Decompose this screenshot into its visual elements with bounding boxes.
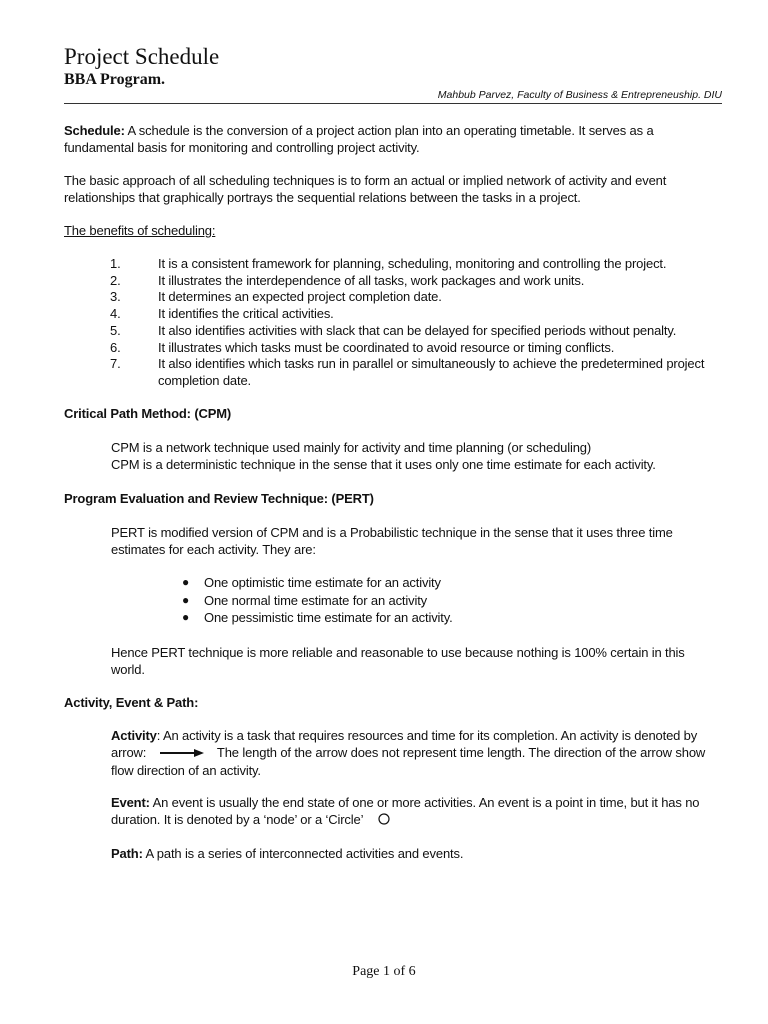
list-text: It is a consistent framework for planning, scheduling, monitoring and controlling the project. xyxy=(158,256,667,271)
schedule-line-2: fundamental basis for monitoring and controlling project activity. xyxy=(64,140,420,155)
pert-heading: Program Evaluation and Review Technique: (PERT) xyxy=(64,491,374,506)
circle-node-icon xyxy=(378,812,390,829)
list-text: It also identifies activities with slack that can be delayed for specified periods without penalty. xyxy=(158,322,677,338)
approach-line-1: The basic approach of all scheduling techniques is to form an actual or implied network of activity and event xyxy=(64,173,667,188)
list-number: 1. xyxy=(110,256,121,271)
pert-line-1: PERT is modified version of CPM and is a Probabilistic technique in the sense that it uses three time xyxy=(111,525,673,540)
list-number: 2. xyxy=(110,272,121,288)
benefits-list xyxy=(110,256,720,390)
list-item xyxy=(110,373,720,390)
list-text: completion date. xyxy=(158,372,251,388)
event-label: Event: xyxy=(111,795,150,810)
bullet-icon: ● xyxy=(182,610,190,624)
list-text: One normal time estimate for an activity xyxy=(204,592,428,608)
list-item xyxy=(182,609,453,627)
event-line-2: duration. It is denoted by a ‘node’ or a ‘Circle’ xyxy=(111,812,363,827)
schedule-line-1: A schedule is the conversion of a project action plan into an operating timetable. It serves as a xyxy=(127,123,654,138)
schedule-paragraph xyxy=(64,122,724,156)
path-text: A path is a series of interconnected activities and events. xyxy=(145,846,464,861)
list-item xyxy=(110,356,720,373)
list-text: It illustrates which tasks must be coordinated to avoid resource or timing conflicts. xyxy=(158,339,615,355)
bullet-icon: ● xyxy=(182,575,190,589)
pert-paragraph xyxy=(111,524,723,558)
header-rule xyxy=(64,103,722,104)
activity-line-2b: The length of the arrow does not represent time length. The direction of the arrow show xyxy=(216,745,706,760)
activity-label: Activity xyxy=(111,728,157,743)
path-label: Path: xyxy=(111,846,143,861)
list-item xyxy=(110,273,720,290)
list-item xyxy=(110,256,720,273)
cpm-line-2: CPM is a deterministic technique in the sense that it uses only one time estimate for each activity. xyxy=(111,457,656,472)
bullet-icon: ● xyxy=(182,592,190,607)
pert-estimates-list xyxy=(182,574,453,627)
pert-conclusion-line-2: world. xyxy=(111,662,145,677)
approach-line-2: relationships that graphically portrays the sequential relations between the tasks in a project. xyxy=(64,190,581,205)
approach-paragraph xyxy=(64,172,724,206)
pert-line-2: estimates for each activity. They are: xyxy=(111,542,316,557)
list-number: 4. xyxy=(110,306,121,322)
list-item xyxy=(110,340,720,357)
list-text: It illustrates the interdependence of all tasks, work packages and work units. xyxy=(158,272,585,288)
aep-heading: Activity, Event & Path: xyxy=(64,695,199,710)
list-text: One pessimistic time estimate for an activity. xyxy=(204,610,453,625)
document-title: Project Schedule xyxy=(64,44,220,69)
event-paragraph xyxy=(111,794,723,829)
pert-conclusion-line-1: Hence PERT technique is more reliable and reasonable to use because nothing is 100% certain in this xyxy=(111,645,685,660)
list-item xyxy=(182,574,453,592)
list-item xyxy=(110,323,720,340)
list-text: It also identifies which tasks run in parallel or simultaneously to achieve the predetermined project xyxy=(158,356,705,372)
arrow-icon xyxy=(160,745,204,762)
list-number xyxy=(110,373,158,390)
pert-conclusion xyxy=(111,644,723,678)
list-text: It determines an expected project completion date. xyxy=(158,289,442,305)
author-line: Mahbub Parvez, Faculty of Business & Entrepreneuship. DIU xyxy=(437,89,722,101)
path-paragraph xyxy=(111,845,723,862)
list-number: 5. xyxy=(110,322,121,338)
cpm-heading: Critical Path Method: (CPM) xyxy=(64,406,232,421)
list-item xyxy=(110,289,720,306)
list-number: 7. xyxy=(110,356,121,372)
list-text: One optimistic time estimate for an activity xyxy=(204,575,441,590)
activity-line-2a: arrow: xyxy=(111,745,147,760)
schedule-label: Schedule: xyxy=(64,123,125,138)
list-item xyxy=(182,592,453,610)
list-number: 3. xyxy=(110,289,121,305)
list-number: 6. xyxy=(110,339,121,355)
cpm-line-1: CPM is a network technique used mainly for activity and time planning (or scheduling) xyxy=(111,440,592,455)
list-item xyxy=(110,306,720,323)
page-number: Page 1 of 6 xyxy=(352,964,416,979)
list-text: It identifies the critical activities. xyxy=(158,306,334,322)
activity-line-3: flow direction of an activity. xyxy=(111,763,261,779)
benefits-heading: The benefits of scheduling: xyxy=(64,223,216,238)
activity-line-1: : An activity is a task that requires resources and time for its completion. An activity is denoted by xyxy=(156,728,698,743)
document-subtitle: BBA Program. xyxy=(64,71,166,88)
event-line-1: An event is usually the end state of one or more activities. An event is a point in time, but it has no xyxy=(152,795,700,810)
activity-paragraph xyxy=(111,727,723,779)
cpm-paragraph xyxy=(111,439,723,473)
